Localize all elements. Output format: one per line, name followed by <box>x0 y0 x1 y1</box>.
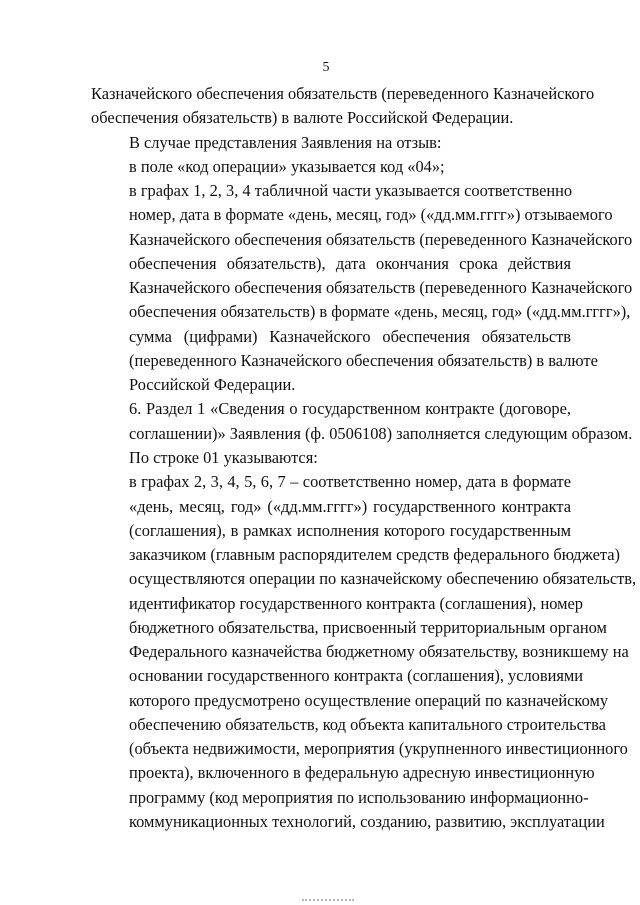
text-line: программу (код мероприятия по использованию информационно- <box>129 787 589 807</box>
paragraph <box>91 155 571 179</box>
text-line: По строке 01 указываются: <box>129 447 318 467</box>
text-line: в графах 2, 3, 4, 5, 6, 7 – соответственно номер, дата в формате <box>129 472 571 492</box>
text-line: Казначейского обеспечения обязательств (переведенного Казначейского <box>91 84 595 103</box>
text-line: которого предусмотрено осуществление операций по казначейскому <box>129 690 609 710</box>
paragraph <box>91 179 633 397</box>
text-line: соглашении)» Заявления (ф. 0506108) заполняется следующим образом. <box>129 423 633 443</box>
document-body <box>91 82 637 834</box>
paragraph <box>91 446 571 470</box>
text-line: 6. Раздел 1 «Сведения о государственном контракте (договоре, <box>129 399 571 419</box>
text-line: Казначейского обеспечения обязательств (переведенного Казначейского <box>129 229 633 249</box>
paragraph <box>91 470 637 834</box>
text-line: (переведенного Казначейского обеспечения обязательств) в валюте <box>129 350 598 370</box>
paragraph <box>91 82 595 131</box>
scan-artifact <box>302 899 354 903</box>
text-line: В случае представления Заявления на отзыв: <box>129 132 442 152</box>
text-line: Федерального казначейства бюджетному обязательству, возникшему на <box>129 642 629 662</box>
text-line: коммуникационных технологий, созданию, развитию, эксплуатации <box>129 811 605 831</box>
page-number: 5 <box>322 60 330 75</box>
text-line: сумма (цифрами) Казначейского обеспечения обязательств <box>129 326 571 346</box>
text-line: идентификатор государственного контракта (соглашения), номер <box>129 593 583 613</box>
text-line: Казначейского обеспечения обязательств (переведенного Казначейского <box>129 278 633 298</box>
text-line: в поле «код операции» указывается код «04»; <box>129 156 445 176</box>
text-line: проекта), включенного в федеральную адресную инвестиционную <box>129 763 595 783</box>
paragraph <box>91 397 633 446</box>
text-line: в графах 1, 2, 3, 4 табличной части указывается соответственно <box>129 181 573 201</box>
text-line: «день, месяц, год» («дд.мм.гггг») государственного контракта <box>129 496 571 516</box>
text-line: осуществляются операции по казначейскому обеспечению обязательств, <box>129 569 637 589</box>
text-line: заказчиком (главным распорядителем средств федерального бюджета) <box>129 545 620 565</box>
text-line: бюджетного обязательства, присвоенный территориальным органом <box>129 617 607 637</box>
text-line: обеспечению обязательств, код объекта капитального строительства <box>129 714 606 734</box>
text-line: (объекта недвижимости, мероприятия (укрупненного инвестиционного <box>129 739 628 759</box>
text-line: основании государственного контракта (соглашения), условиями <box>129 666 584 686</box>
paragraph <box>91 131 571 155</box>
text-line: (соглашения), в рамках исполнения которого государственным <box>129 520 571 540</box>
text-line: обеспечения обязательств), дата окончания срока действия <box>129 253 571 273</box>
text-line: номер, дата в формате «день, месяц, год» («дд.мм.гггг») отзываемого <box>129 205 613 225</box>
text-line: Российской Федерации. <box>129 375 296 395</box>
text-line: обеспечения обязательств) в валюте Российской Федерации. <box>91 108 514 128</box>
text-line: обеспечения обязательств) в формате «день, месяц, год» («дд.мм.гггг»), <box>129 302 631 322</box>
